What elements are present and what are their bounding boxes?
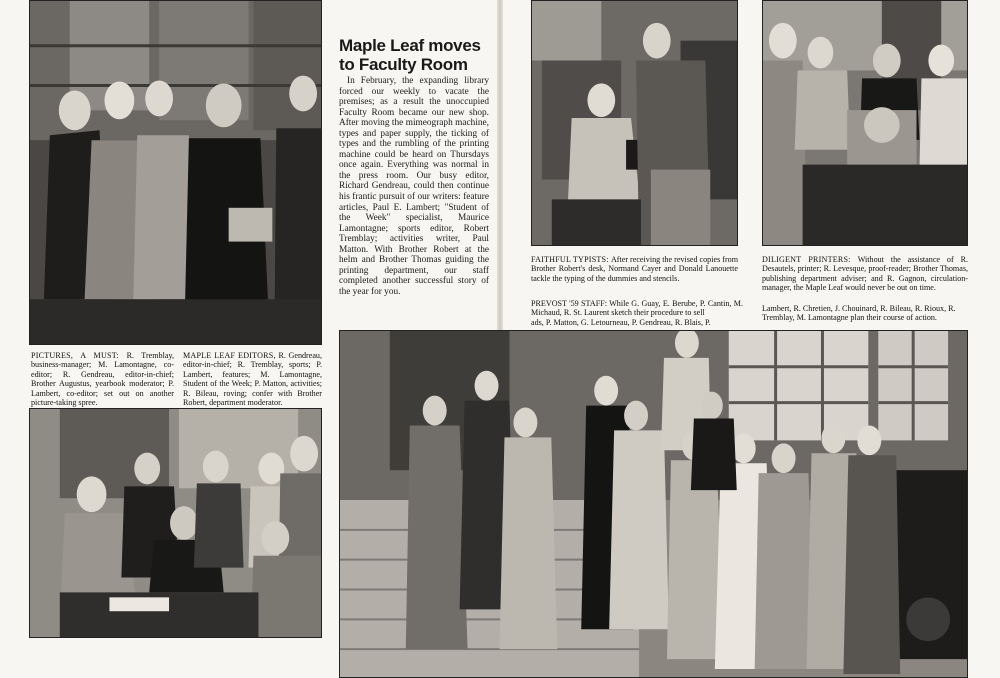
caption-printers-text: Without the assistance of R. Desautels, printer; R. Levesque, proof-reader; Brother Thomas, publishing department adviser; and R. Gagnon, circulation-manager, the Maple Leaf would never be out on time. bbox=[762, 255, 968, 293]
caption-typists-lead: FAITHFUL TYPISTS: bbox=[531, 255, 611, 264]
caption-staff-line-3: Lambert, R. Chretien, J. Chouinard, R. Bileau, R. Rioux, R. bbox=[762, 304, 956, 313]
photo-editors-table-image bbox=[30, 409, 321, 637]
photo-staff-steps bbox=[339, 330, 968, 678]
photo-staff-steps-image bbox=[340, 331, 967, 677]
caption-editors-lead: MAPLE LEAF EDITORS, bbox=[183, 351, 279, 360]
photo-camera-group bbox=[29, 0, 322, 345]
photo-printers-image bbox=[763, 1, 967, 245]
article-headline bbox=[339, 36, 489, 74]
caption-staff bbox=[531, 299, 743, 327]
headline-line-2: to Faculty Room bbox=[339, 55, 468, 74]
caption-staff-continued bbox=[762, 299, 968, 323]
photo-printers bbox=[762, 0, 968, 246]
caption-editors bbox=[183, 351, 322, 407]
caption-typists bbox=[531, 255, 738, 283]
caption-editors-text: R. Gendreau, editor-in-chief; R. Tremblay, sports; P. Lambert, features; M. Lamontagne, Student of the Week; P. Matton, activities; R. Bileau, roving; confer with Brother Robert, department moderator. bbox=[183, 351, 322, 408]
photo-editors-table bbox=[29, 408, 322, 638]
caption-pictures-lead: PICTURES, A MUST: bbox=[31, 351, 127, 360]
article-body: In February, the expanding library forced our weekly to vacate the premises; as a result the unoccupied Faculty Room became our new shop. After moving the mimeograph machine, types and paper supply, the ticking of types and the rumbling of the printing machine could be heard on Thursdays once again. Everything was normal in the press room. Our busy editor, Richard Gendreau, could then continue his frantic pursuit of our writers: feature articles, Paul E. Lambert; "Student of the Week" specialist, Maurice Lamontagne; sports editor, Robert Tremblay; activities writer, Paul Matton. With Brother Robert at the helm and Brother Thomas guiding the printing department, our staff completed another successful story of the year for you. bbox=[339, 76, 489, 297]
caption-staff-line-1: PREVOST '59 STAFF: While G. Guay, E. Berube, P. Cantin, M. Michaud, R. St. Laurent sketch their procedure to sell bbox=[531, 299, 743, 318]
photo-typists bbox=[531, 0, 738, 246]
caption-pictures-text: R. Tremblay, business-manager; M. Lamontagne, co-editor; R. Gendreau, editor-in-chief; Brother Augustus, yearbook moderator; P. Lambert, co-editor; set out on another picture-taking spree. bbox=[31, 351, 174, 408]
headline-line-1: Maple Leaf moves bbox=[339, 36, 481, 55]
caption-typists-text: After receiving the revised copies from Brother Robert's desk, Normand Cayer and Donald Lanouette tackle the typing of the dummies and stencils. bbox=[531, 255, 738, 283]
caption-staff-line-4: Tremblay, M. Lamontagne plan their course of action. bbox=[762, 313, 937, 323]
caption-staff-line-2: ads, P. Matton, G. Letourneau, P. Gendreau, R. Blais, P. bbox=[531, 317, 711, 327]
photo-typists-image bbox=[532, 1, 737, 245]
caption-printers-lead: DILIGENT PRINTERS: bbox=[762, 255, 858, 264]
caption-pictures bbox=[31, 351, 174, 407]
photo-camera-group-image bbox=[30, 1, 321, 344]
caption-printers bbox=[762, 255, 968, 293]
